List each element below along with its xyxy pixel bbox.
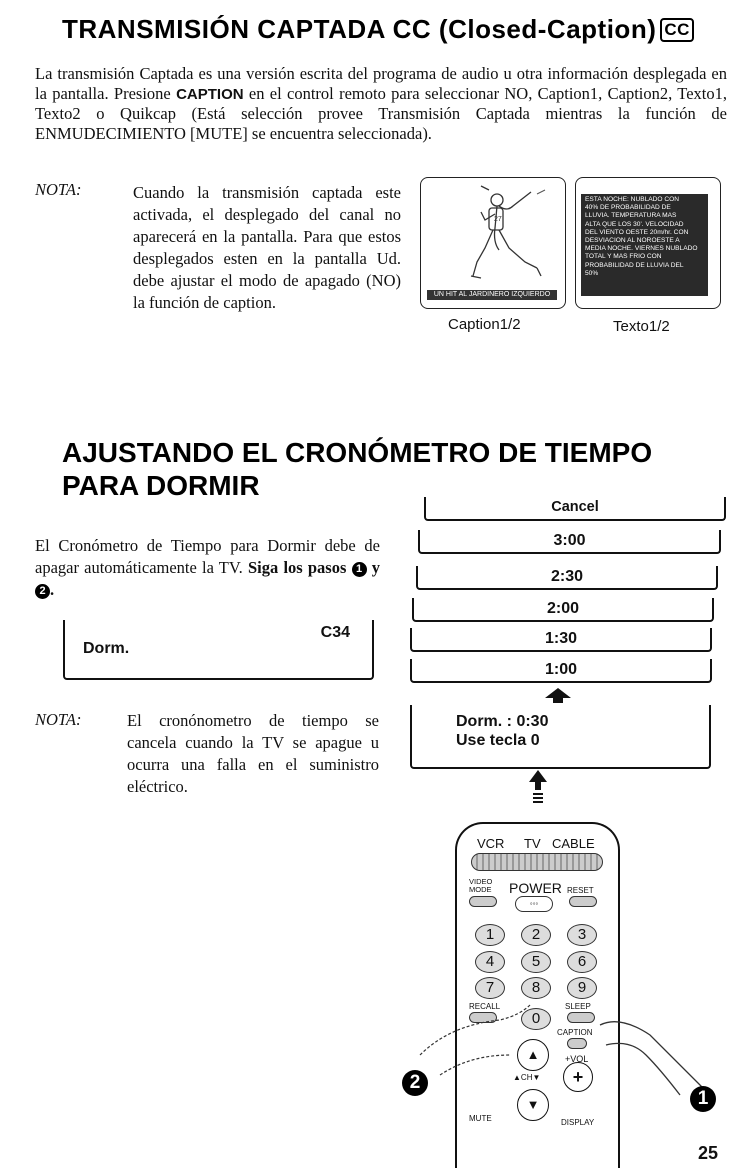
digit-button: 8	[521, 977, 551, 999]
text-line: MEDIA NOCHE. VIERNES NUBLADO	[585, 245, 698, 253]
text-line: LLUVIA. TEMPERATURA MAS	[585, 212, 677, 220]
reset-label: RESET	[567, 886, 594, 895]
mode-selector	[471, 853, 603, 871]
digit-button: 9	[567, 977, 597, 999]
text-line: ALTA QUE LOS 30'. VELOCIDAD	[585, 220, 684, 228]
digit-button: 5	[521, 951, 551, 973]
tv-label: TV	[524, 836, 541, 851]
cc-icon: CC	[660, 18, 694, 42]
nota-text: Cuando la transmisión captada este activada, el desplegado del canal no aparecerá en la pantalla. Para que estos desplegados esten en la pantalla Ud. debe ajustar el modo de apagado (NO) la función de caption.	[133, 183, 401, 312]
channel-up-icon: ▲	[517, 1039, 549, 1071]
step-1-icon: 1	[352, 562, 367, 577]
text-line: ESTA NOCHE: NUBLADO CON	[585, 196, 680, 203]
digit-button: 4	[475, 951, 505, 973]
mute-label: MUTE	[469, 1114, 492, 1123]
step-2-icon: 2	[35, 584, 50, 599]
sleep-paragraph: El Cronómetro de Tiempo para Dormir debe de apagar automáticamente la TV. Siga los pasos 1 y 2 .	[35, 536, 381, 599]
sleep-option: 2:30	[416, 566, 718, 590]
text-label: Texto1/2	[613, 318, 670, 335]
digit-button: 1	[475, 924, 505, 946]
text-line: DESVIACION AL NOROESTE A	[585, 237, 680, 245]
text-overlay	[581, 194, 708, 296]
text-line: PROBABILIDAD DE LLUVIA DEL	[585, 261, 684, 269]
text-line: 40% DE PROBABILIDAD DE	[585, 204, 671, 212]
digit-button: 3	[567, 924, 597, 946]
nota-label: NOTA:	[35, 710, 82, 729]
recall-label: RECALL	[469, 1002, 501, 1011]
sleep-option-cancel: Cancel	[424, 497, 726, 521]
baseball-player-illustration	[441, 184, 551, 288]
nota-label: NOTA:	[35, 180, 82, 199]
nota-text: El cronónometro de tiempo se cancela cuando la TV se apague u ocurra una falla en el suministro eléctrico.	[127, 711, 379, 796]
display-label: DISPLAY	[561, 1118, 595, 1127]
digit-button: 0	[521, 1008, 551, 1030]
text-screen-illustration	[575, 177, 721, 309]
digit-button: 2	[521, 924, 551, 946]
caption-label: Caption1/2	[448, 316, 521, 333]
channel-down-icon: ▼	[517, 1089, 549, 1121]
text-line: 50%	[585, 269, 599, 277]
digit-button: 7	[475, 977, 505, 999]
vol-label: +VOL	[565, 1054, 589, 1064]
video-mode-label: VIDEO MODE	[469, 877, 493, 894]
section-title-closed-caption: TRANSMISIÓN CAPTADA CC (Closed-Caption) CC	[62, 14, 694, 45]
reset-button	[569, 896, 597, 907]
text-line: TOTAL Y MAS FRIO CON	[585, 253, 662, 261]
caption-label: CAPTION	[557, 1028, 593, 1037]
sleep-label: SLEEP	[565, 1002, 591, 1011]
svg-text:27: 27	[494, 216, 502, 223]
ch-label: ▲CH▼	[513, 1073, 541, 1082]
sleep-option: 1:00	[410, 659, 712, 683]
status-line: Use tecla 0	[456, 732, 540, 749]
power-button: ◦◦◦	[515, 896, 553, 912]
arrow-up-icon	[527, 768, 549, 808]
volume-up-icon: +	[563, 1062, 593, 1092]
channel-label: C34	[320, 624, 350, 641]
caption-strip: UN HIT AL JARDINERO IZQUIERDO	[427, 290, 557, 300]
hand-pressing-illustration	[410, 985, 740, 1105]
sleep-status-display	[410, 705, 711, 769]
section-title-sleep-timer: AJUSTANDO EL CRONÓMETRO DE TIEMPO PARA DORMIR	[62, 437, 653, 501]
digit-button: 6	[567, 951, 597, 973]
dorm-label: Dorm.	[83, 640, 130, 657]
cable-label: CABLE	[552, 836, 595, 851]
sleep-option: 2:00	[412, 598, 714, 622]
step-1-callout: 1	[690, 1086, 716, 1112]
power-label: POWER	[509, 880, 562, 896]
arrow-up-icon	[543, 686, 573, 704]
status-line: Dorm. : 0:30	[456, 713, 549, 730]
vcr-label: VCR	[477, 836, 505, 851]
step-2-callout: 2	[402, 1070, 428, 1096]
sleep-option: 1:30	[410, 628, 712, 652]
sleep-option: 3:00	[418, 530, 721, 554]
caption-screen-illustration	[420, 177, 566, 309]
dorm-display	[63, 620, 374, 680]
intro-paragraph: La transmisión Captada es una versión escrita del programa de audio u otra información desplegada en la pantalla. Presione CAPTION en el control remoto para seleccionar NO, Caption1, Caption2, Texto1, Texto2 o Quikcap (Está selección provee Transmisión Captada mientras la función de ENMUDECIMIENTO [MUTE] se encuentra seleccionada).	[35, 64, 727, 143]
page-number: 25	[697, 1143, 718, 1163]
text-line: DEL VIENTO OESTE 20m/hr. CON	[585, 228, 689, 236]
video-mode-button	[469, 896, 497, 907]
caption-key-label: CAPTION	[176, 85, 244, 103]
